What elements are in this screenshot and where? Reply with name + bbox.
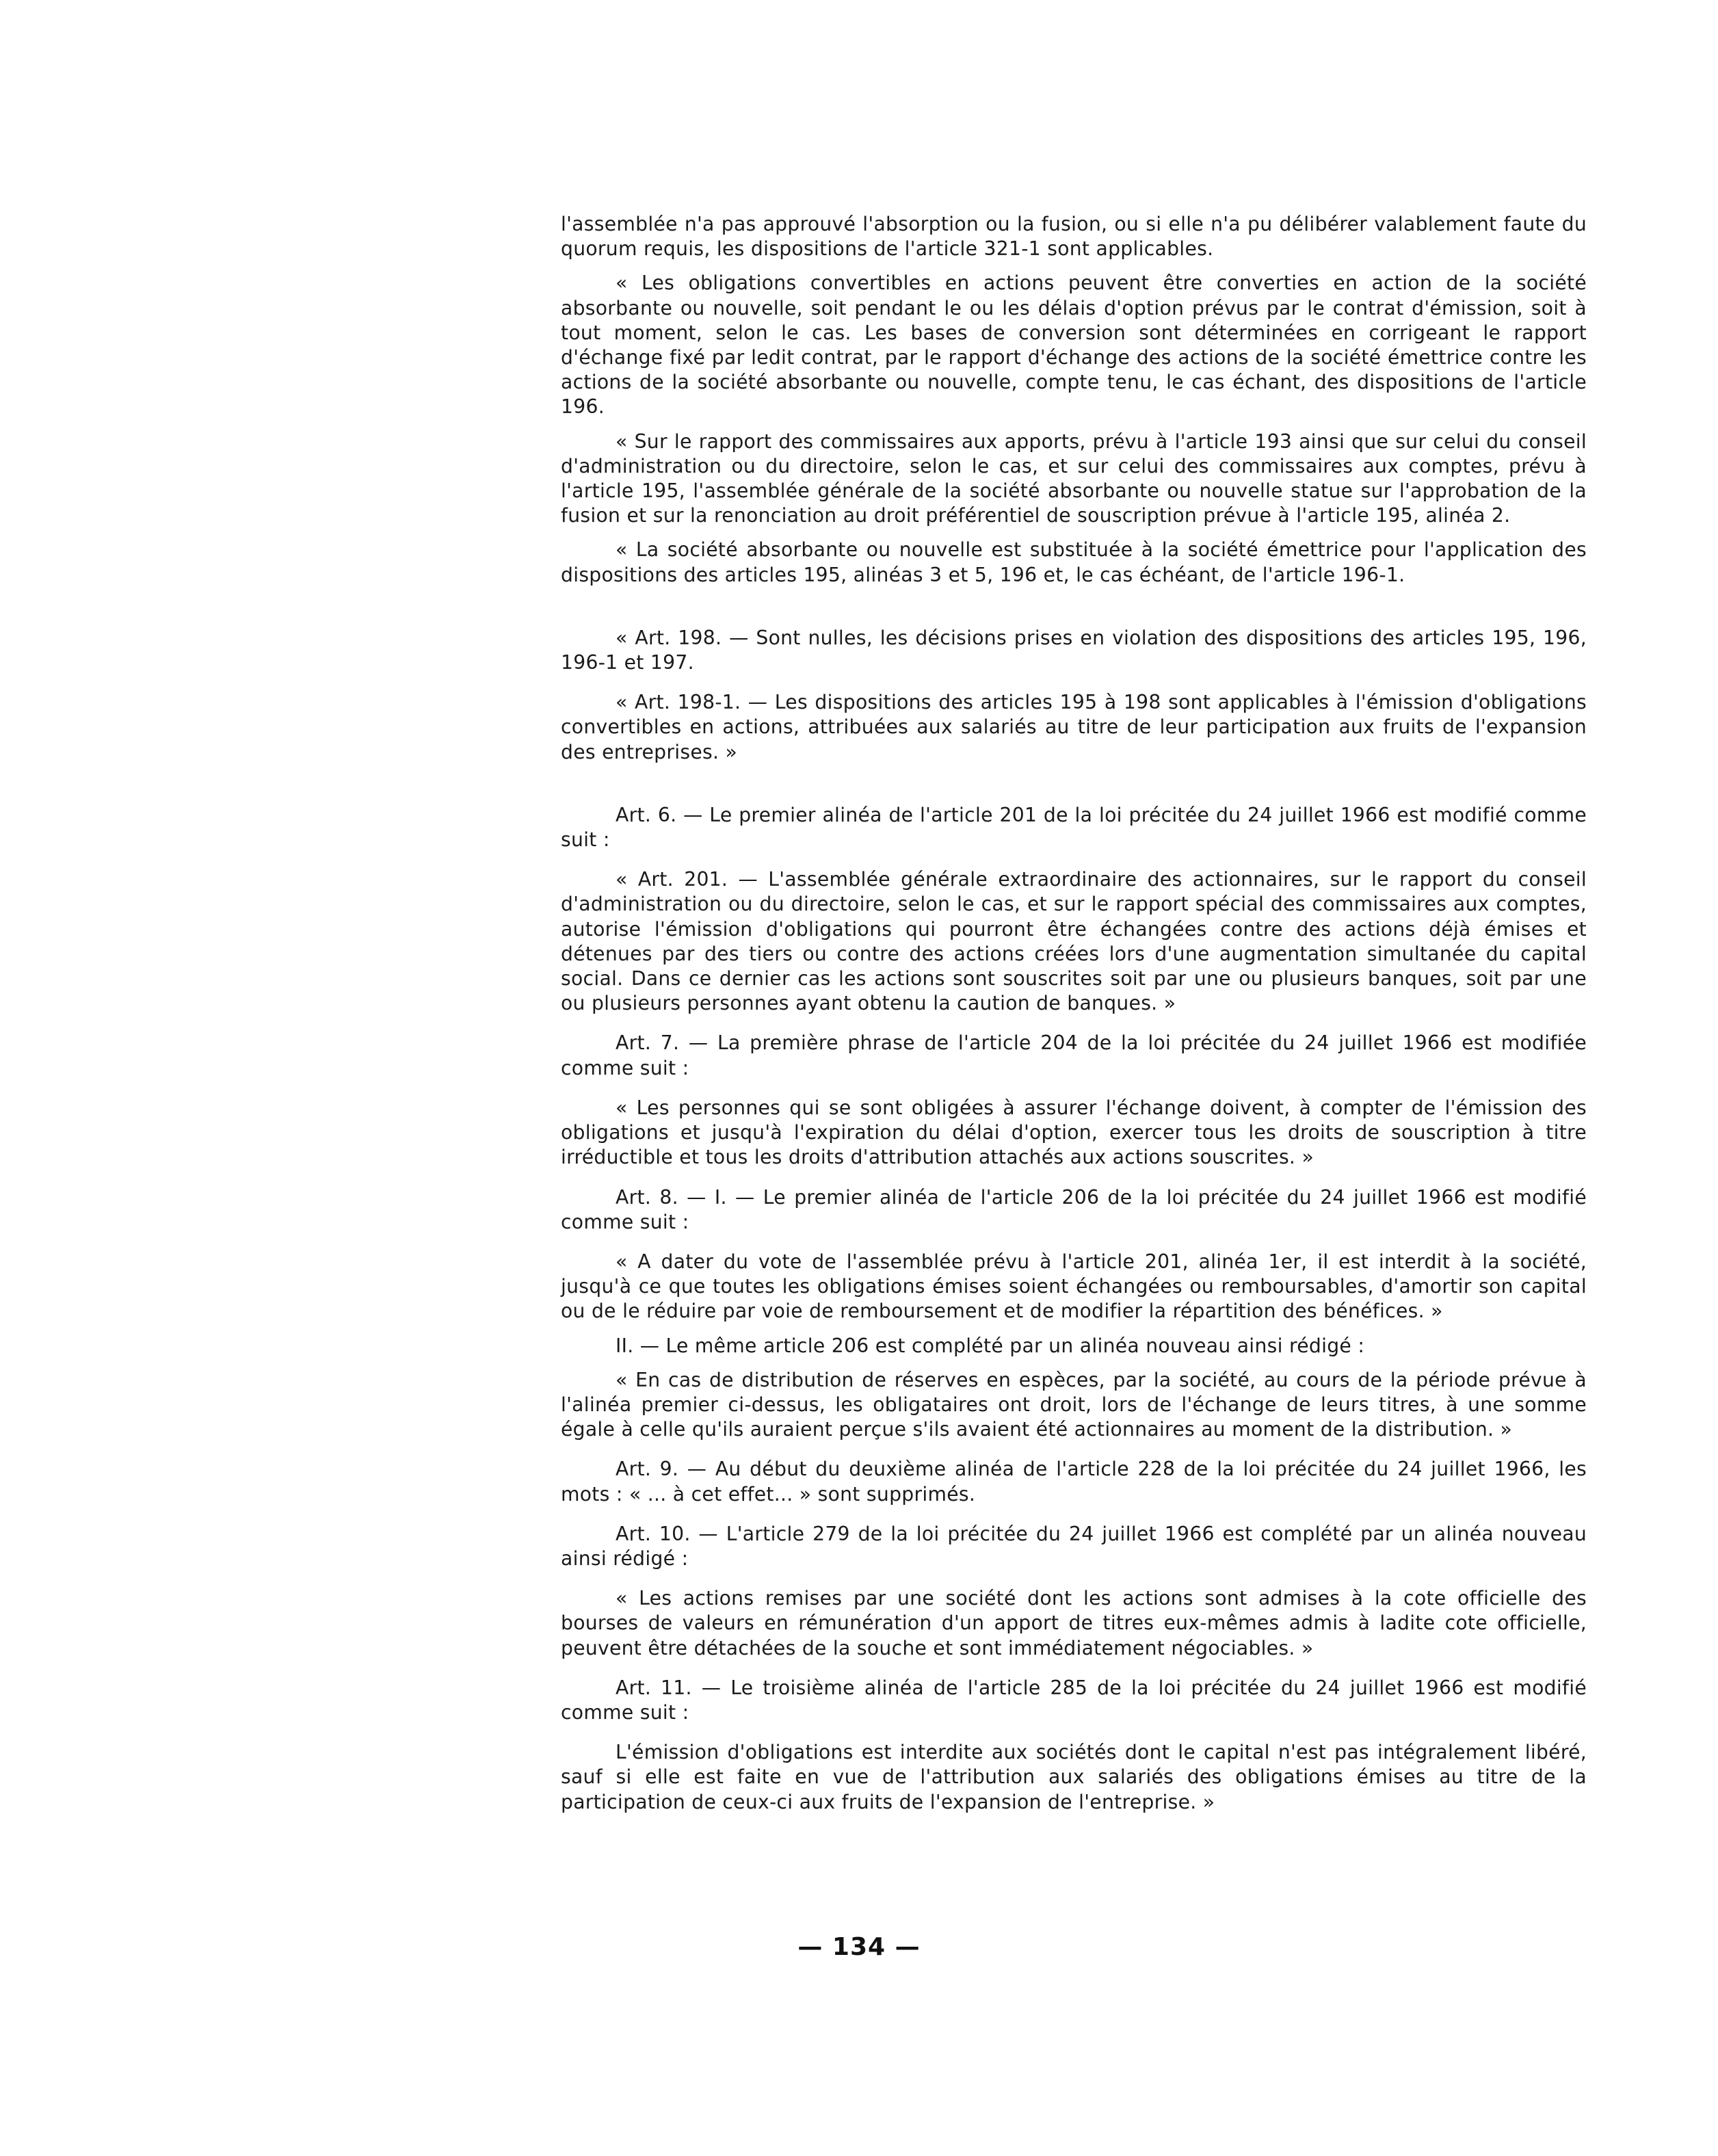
paragraph: II. — Le même article 206 est complété par un alinéa nouveau ainsi rédigé : xyxy=(616,1334,1365,1357)
paragraph: « Les actions remises par une société dont les actions sont admises à la cote officielle des bourses de valeurs en rémunération d'un apport de titres eux-mêmes admis à ladite cote officielle, peuvent être détachées de la souche et sont immédiatement négociables. » xyxy=(561,1587,1587,1659)
paragraph: Art. 6. — Le premier alinéa de l'article 201 de la loi précitée du 24 juillet 1966 est modifié comme suit : xyxy=(561,803,1587,852)
paragraph: l'assemblée n'a pas approuvé l'absorption ou la fusion, ou si elle n'a pu délibérer valablement faute du quorum requis, les dispositions de l'article 321-1 sont applicables. xyxy=(561,213,1587,261)
paragraph: « Art. 201. — L'assemblée générale extraordinaire des actionnaires, sur le rapport du conseil d'administration ou du directoire, selon le cas, et sur le rapport spécial des commissaires aux comptes, autorise l'émission d'obligations qui pourront être échangées contre des actions déjà émises et détenues par des tiers ou contre des actions créées lors d'une augmentation simultanée du capital social. Dans ce dernier cas les actions sont souscrites soit par une ou plusieurs banques, soit par une ou plusieurs personnes ayant obtenu la caution de banques. » xyxy=(561,868,1587,1015)
paragraph: « En cas de distribution de réserves en espèces, par la société, au cours de la période prévue à l'alinéa premier ci-dessus, les obligataires ont droit, lors de l'échange de leurs titres, à une somme égale à celle qu'ils auraient perçue s'ils avaient été actionnaires au moment de la distribution. » xyxy=(561,1368,1587,1441)
paragraph: « La société absorbante ou nouvelle est substituée à la société émettrice pour l'application des dispositions des articles 195, alinéas 3 et 5, 196 et, le cas échéant, de l'article 196-1. xyxy=(561,538,1587,586)
paragraph: « Les personnes qui se sont obligées à assurer l'échange doivent, à compter de l'émission des obligations et jusqu'à l'expiration du délai d'option, exercer tous les droits de souscription à titre irréductible et tous les droits d'attribution attachés aux actions souscrites. » xyxy=(561,1096,1587,1169)
paragraph: « Art. 198-1. — Les dispositions des articles 195 à 198 sont applicables à l'émission d'obligations convertibles en actions, attribuées aux salariés au titre de leur participation aux fruits de l'expansion des entreprises. » xyxy=(561,691,1587,763)
document-body xyxy=(561,212,1587,1815)
paragraph: Art. 7. — La première phrase de l'article 204 de la loi précitée du 24 juillet 1966 est modifiée comme suit : xyxy=(561,1031,1587,1079)
page-number: — 134 — xyxy=(797,1933,921,1961)
paragraph: Art. 10. — L'article 279 de la loi précitée du 24 juillet 1966 est complété par un alinéa nouveau ainsi rédigé : xyxy=(561,1522,1587,1570)
paragraph: Art. 8. — I. — Le premier alinéa de l'article 206 de la loi précitée du 24 juillet 1966 est modifié comme suit : xyxy=(561,1185,1587,1233)
paragraph: « Art. 198. — Sont nulles, les décisions prises en violation des dispositions des articles 195, 196, 196-1 et 197. xyxy=(561,626,1587,674)
paragraph: Art. 11. — Le troisième alinéa de l'article 285 de la loi précitée du 24 juillet 1966 est modifié comme suit : xyxy=(561,1676,1587,1724)
paragraph: « A dater du vote de l'assemblée prévu à l'article 201, alinéa 1er, il est interdit à la société, jusqu'à ce que toutes les obligations émises soient échangées ou remboursables, d'amortir son capital ou de le réduire par voie de remboursement et de modifier la répartition des bénéfices. » xyxy=(561,1250,1587,1323)
paragraph: « Les obligations convertibles en actions peuvent être converties en action de la société absorbante ou nouvelle, soit pendant le ou les délais d'option prévus par le contrat d'émission, soit à tout moment, selon le cas. Les bases de conversion sont déterminées en corrigeant le rapport d'échange fixé par ledit contrat, par le rapport d'échange des actions de la société émettrice contre les actions de la société absorbante ou nouvelle, compte tenu, le cas échant, des dispositions de l'article 196. xyxy=(561,272,1587,419)
paragraph: L'émission d'obligations est interdite aux sociétés dont le capital n'est pas intégralement libéré, sauf si elle est faite en vue de l'attribution aux salariés des obligations émises au titre de la participation de ceux-ci aux fruits de l'expansion de l'entreprise. » xyxy=(561,1741,1587,1813)
paragraph: Art. 9. — Au début du deuxième alinéa de l'article 228 de la loi précitée du 24 juillet 1966, les mots : « ... à cet effet... » sont supprimés. xyxy=(561,1458,1587,1506)
paragraph: « Sur le rapport des commissaires aux apports, prévu à l'article 193 ainsi que sur celui du conseil d'administration ou du directoire, selon le cas, et sur celui des commissaires aux comptes, prévu à l'article 195, l'assemblée générale de la société absorbante ou nouvelle statue sur l'approbation de la fusion et sur la renonciation au droit préférentiel de souscription prévue à l'article 195, alinéa 2. xyxy=(561,430,1587,527)
